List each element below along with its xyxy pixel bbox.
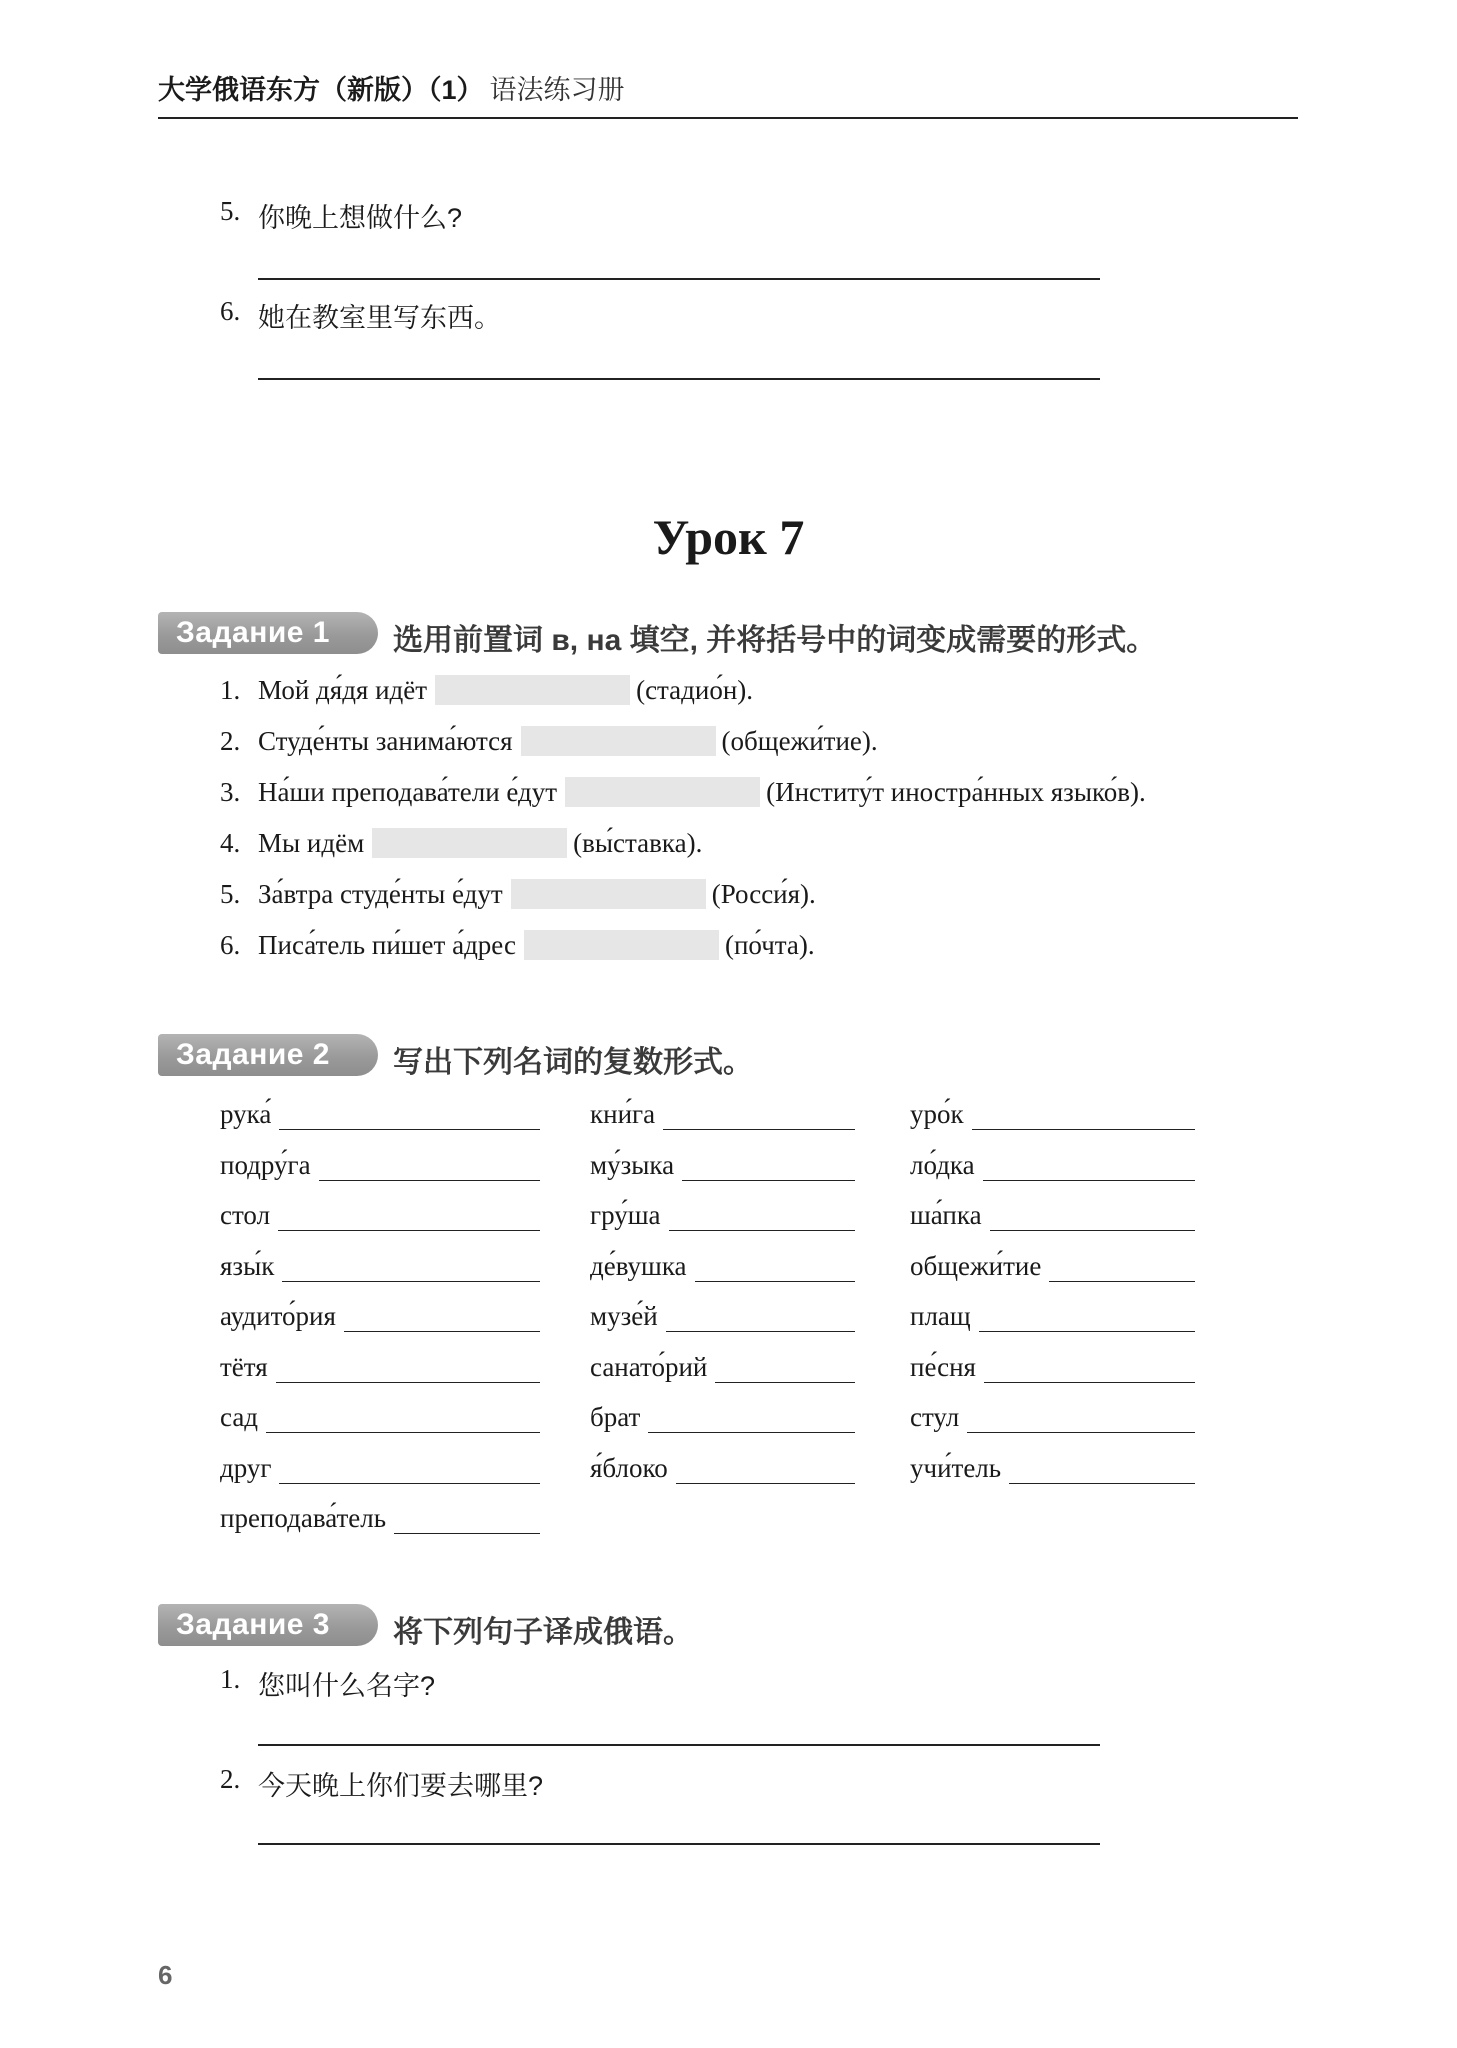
word-hint: (общежи́тие). [721,725,878,756]
list-item [220,723,1146,759]
answer-line[interactable] [258,278,1100,280]
sentence-start: Студе́нты занима́ются [258,725,513,756]
answer-line[interactable] [266,1408,540,1433]
word-column-3 [910,1096,1195,1500]
answer-line[interactable] [319,1156,540,1181]
noun: кни́га [590,1099,656,1129]
answer-line[interactable] [682,1156,855,1181]
item-number: 5. [220,196,241,226]
list-item [220,876,1146,912]
noun: друг [220,1452,272,1483]
answer-line[interactable] [648,1408,855,1433]
word-item [590,1147,855,1181]
word-item [910,1096,1195,1130]
task-badge-1: Задание 1 [158,612,378,654]
running-header [158,68,625,107]
answer-line[interactable] [669,1206,856,1231]
item-number: 4. [220,827,241,858]
word-item [220,1500,540,1534]
sentence-start: На́ши преподава́тели е́дут [258,776,558,807]
noun: санато́рий [590,1351,708,1382]
noun: му́зыка [590,1149,675,1180]
word-item [220,1147,540,1181]
noun: де́вушка [590,1250,687,1281]
task1-list [220,672,1146,963]
item-number: 1. [220,1664,241,1694]
word-item [220,1197,540,1231]
word-item [220,1450,540,1484]
list-item [220,825,1146,861]
word-item [590,1349,855,1383]
answer-line[interactable] [344,1307,540,1332]
answer-line[interactable] [394,1509,540,1534]
answer-line[interactable] [715,1358,855,1383]
word-hint: (по́чта). [724,929,815,960]
word-item [220,1096,540,1130]
book-title: 大学俄语东方（新版）（1） [158,75,484,105]
lesson-title: Урок 7 [652,509,805,565]
answer-line[interactable] [967,1408,1195,1433]
noun: аудито́рия [220,1301,336,1331]
answer-line[interactable] [276,1358,540,1383]
noun: рука́ [220,1099,272,1129]
item-number: 6. [220,929,241,960]
sentence-start: Писа́тель пи́шет а́дрес [258,929,516,960]
answer-line[interactable] [984,1358,1195,1383]
noun: преподава́тель [220,1503,387,1533]
answer-line[interactable] [972,1105,1195,1130]
task-instruction-3: 将下列句子译成俄语。 [393,1616,693,1649]
list-item [220,774,1146,810]
answer-line[interactable] [279,1459,540,1484]
word-item [590,1096,855,1130]
word-item [910,1248,1195,1282]
page-number: 6 [158,1960,173,1990]
fill-blank[interactable] [511,879,706,909]
sentence-start: За́втра студе́нты е́дут [258,878,503,909]
noun: плащ [910,1301,971,1331]
task-instruction-1: 选用前置词 в, на 填空, 并将括号中的词变成需要的形式。 [393,624,1157,657]
noun: общежи́тие [910,1250,1042,1281]
answer-line[interactable] [1049,1257,1195,1282]
noun: стол [220,1200,271,1230]
noun: брат [590,1402,641,1432]
word-item [910,1450,1195,1484]
word-hint: (вы́ставка). [573,827,703,858]
word-item [220,1349,540,1383]
word-item [590,1399,855,1433]
answer-line[interactable] [258,378,1100,380]
word-item [910,1197,1195,1231]
task-badge-3: Задание 3 [158,1604,378,1646]
noun: я́блоко [590,1452,668,1483]
noun: ша́пка [910,1200,982,1230]
word-item [590,1197,855,1231]
word-hint: (стадио́н). [636,674,754,705]
item-number: 5. [220,878,241,909]
answer-line[interactable] [1009,1459,1195,1484]
word-item [590,1298,855,1332]
answer-line[interactable] [279,1105,540,1130]
answer-line[interactable] [258,1744,1100,1746]
translation-prompt: 你晚上想做什么? [258,203,463,233]
item-number: 2. [220,725,241,756]
word-item [910,1399,1195,1433]
list-item [220,672,1146,708]
fill-blank[interactable] [521,726,716,756]
word-item [590,1248,855,1282]
answer-line[interactable] [979,1307,1195,1332]
word-item [220,1298,540,1332]
word-hint: (Институ́т иностра́нных языко́в). [766,776,1146,807]
noun: сад [220,1402,259,1432]
word-hint: (Росси́я). [711,878,816,909]
answer-line[interactable] [666,1307,855,1332]
translation-prompt: 今天晚上你们要去哪里? [258,1771,544,1801]
noun: ло́дка [910,1149,975,1180]
item-number: 2. [220,1764,241,1794]
noun: пе́сня [910,1351,976,1382]
translation-prompt: 她在教室里写东西。 [258,303,501,333]
noun: тётя [220,1351,268,1382]
task-instruction-2: 写出下列名词的复数形式。 [393,1046,753,1079]
word-item [220,1399,540,1433]
answer-line[interactable] [695,1257,855,1282]
item-number: 1. [220,674,241,705]
word-item [910,1147,1195,1181]
list-item [220,927,1146,963]
noun: гру́ша [590,1200,661,1230]
translation-prompt: 您叫什么名字? [258,1671,436,1701]
word-item [220,1248,540,1282]
noun: стул [910,1402,960,1432]
fill-blank[interactable] [565,777,760,807]
fill-blank[interactable] [372,828,567,858]
answer-line[interactable] [258,1843,1100,1845]
noun: язы́к [220,1250,275,1281]
item-number: 6. [220,296,241,326]
word-item [910,1349,1195,1383]
word-column-1 [220,1096,540,1551]
task-badge-2: Задание 2 [158,1034,378,1076]
noun: уро́к [910,1099,964,1129]
answer-line[interactable] [663,1105,855,1130]
answer-line[interactable] [676,1459,855,1484]
noun: музе́й [590,1301,658,1331]
answer-line[interactable] [282,1257,540,1282]
word-item [910,1298,1195,1332]
answer-line[interactable] [990,1206,1195,1231]
word-item [590,1450,855,1484]
fill-blank[interactable] [435,675,630,705]
sentence-start: Мой дя́дя идёт [258,674,428,705]
noun: учи́тель [910,1452,1002,1483]
word-column-2 [590,1096,855,1500]
sentence-start: Мы идём [258,827,365,858]
fill-blank[interactable] [524,930,719,960]
answer-line[interactable] [278,1206,540,1231]
item-number: 3. [220,776,241,807]
header-rule [158,117,1298,119]
book-subtitle: 语法练习册 [489,75,625,105]
answer-line[interactable] [983,1156,1195,1181]
noun: подру́га [220,1149,311,1180]
